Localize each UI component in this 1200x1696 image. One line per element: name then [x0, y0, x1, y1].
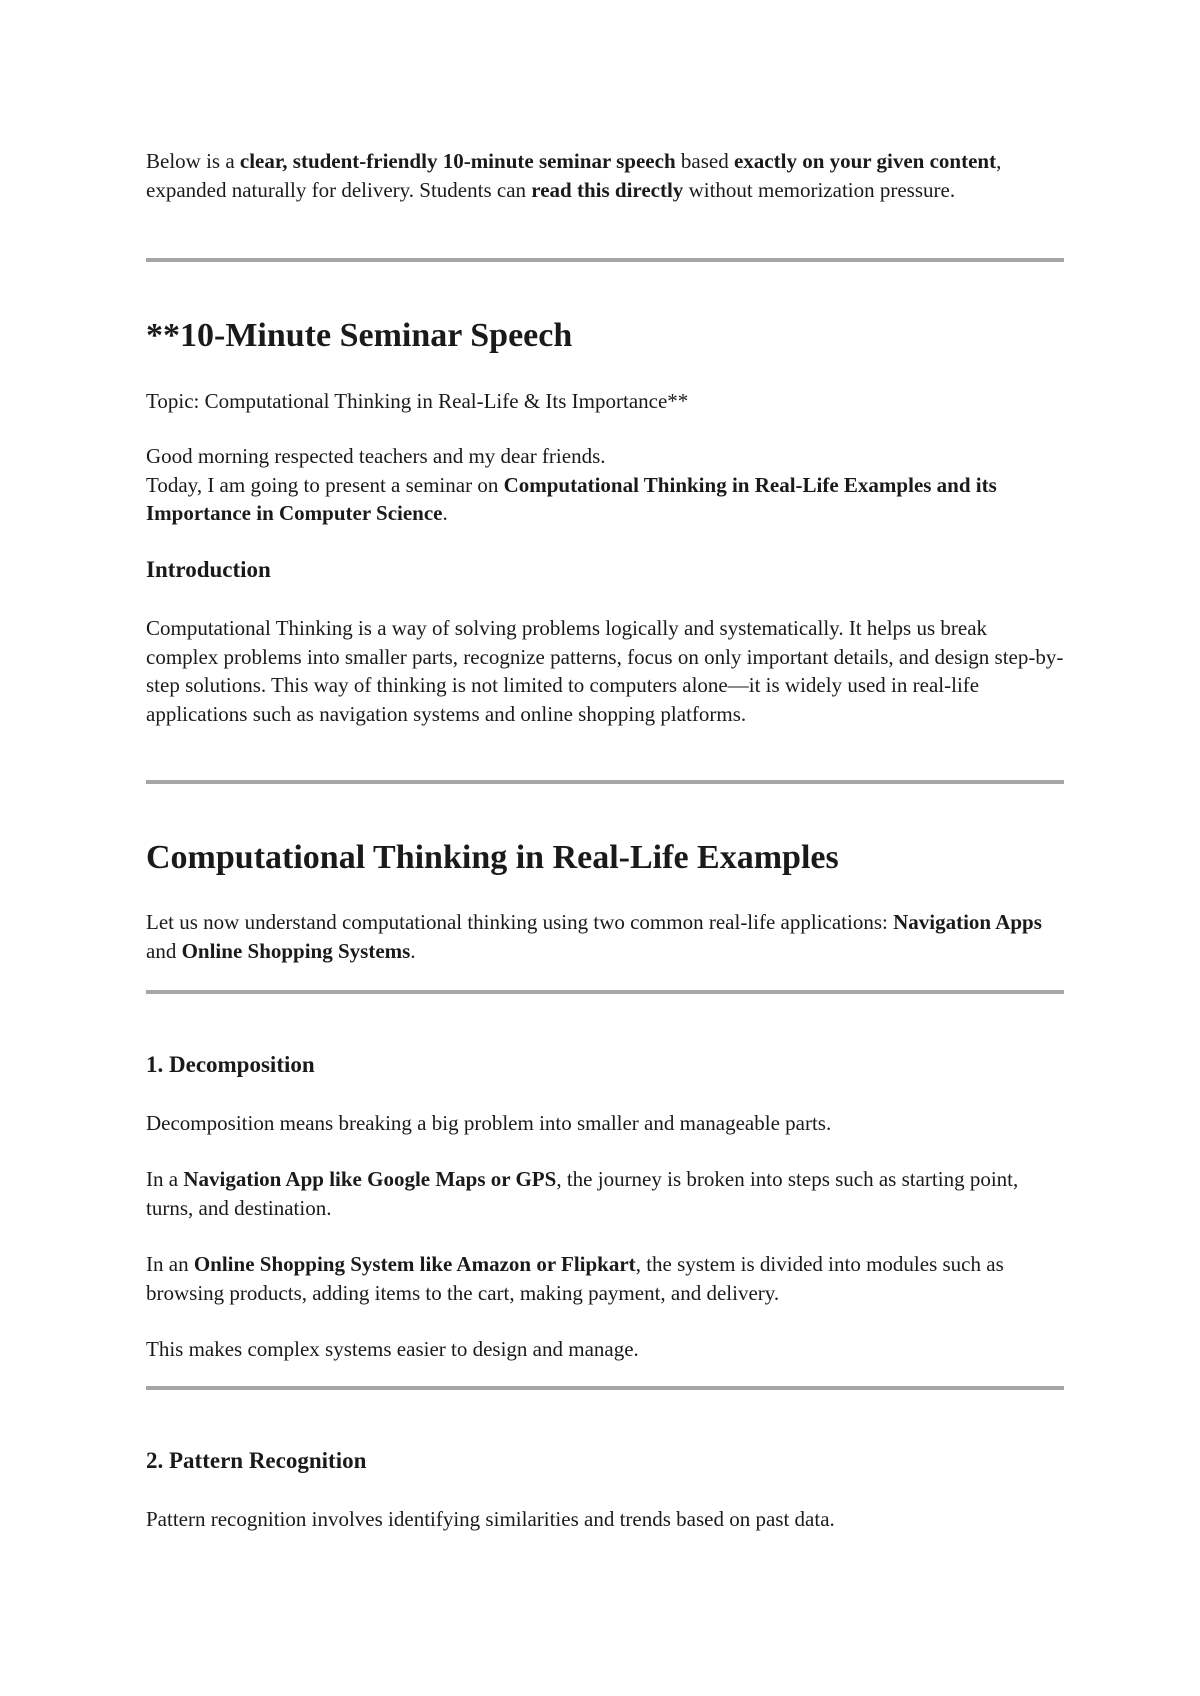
nav-bold: Navigation App like Google Maps or GPS: [183, 1167, 557, 1191]
shop-pre: In an: [146, 1252, 194, 1276]
pattern-heading: 2. Pattern Recognition: [146, 1448, 367, 1473]
speech-title: **10-Minute Seminar Speech: [146, 317, 573, 354]
shop-post: , the system is divided into modules such as browsing products, adding items to the cart, making payment, and delivery.: [146, 1252, 1004, 1305]
examples-mid: and: [146, 938, 182, 963]
greeting-line: Good morning respected teachers and my dear friends.: [146, 444, 606, 468]
decomposition-conclusion: [146, 1335, 1064, 1364]
examples-bold-1: Navigation Apps: [893, 910, 1042, 934]
nav-pre: In a: [146, 1167, 184, 1191]
intro-text-3: , expanded naturally for delivery. Students can: [146, 149, 1002, 202]
decomposition-heading: 1. Decomposition: [146, 1052, 315, 1077]
intro-text-2: based: [675, 149, 734, 173]
introduction-body: [146, 614, 1064, 728]
shop-bold: Online Shopping System like Amazon or Flipkart: [193, 1252, 636, 1276]
introduction-heading: Introduction: [146, 557, 271, 582]
horizontal-rule: [146, 1386, 1064, 1390]
examples-lead: [146, 908, 1064, 965]
speech-topic: [146, 387, 1064, 416]
horizontal-rule: [146, 258, 1064, 262]
introduction-text: Computational Thinking is a way of solving problems logically and systematically. It helps us break complex problems into smaller parts, recognize patterns, focus on only important details, and design step-by-step solutions. This way of thinking is not limited to computers alone—it is widely used in real-life applications such as navigation systems and online shopping platforms.: [146, 616, 1064, 726]
decomposition-shopping: [146, 1250, 1064, 1307]
decomposition-def-text: Decomposition means breaking a big problem into smaller and manageable parts.: [146, 1111, 832, 1135]
horizontal-rule: [146, 780, 1064, 784]
decomposition-conclusion-text: This makes complex systems easier to design and manage.: [146, 1337, 639, 1361]
pattern-def-text: Pattern recognition involves identifying similarities and trends based on past data.: [146, 1507, 835, 1531]
intro-paragraph: [146, 147, 1064, 204]
intro-bold-3: read this directly: [531, 177, 684, 202]
speech-opening: [146, 442, 1064, 528]
today-bold: Computational Thinking in Real-Life Examples and its Importance in Computer Science: [146, 472, 997, 525]
examples-end: .: [410, 938, 416, 963]
intro-text-1: Below is a: [146, 149, 240, 173]
examples-bold-2: Online Shopping Systems: [181, 938, 411, 963]
today-text: Today, I am going to present a seminar on: [146, 472, 504, 497]
nav-post: , the journey is broken into steps such as starting point, turns, and destination.: [146, 1167, 1019, 1220]
examples-lead-text: Let us now understand computational thinking using two common real-life applications:: [146, 910, 894, 934]
horizontal-rule: [146, 990, 1064, 994]
today-end: .: [442, 501, 448, 525]
intro-bold-1: clear, student-friendly 10-minute seminar speech: [239, 149, 676, 173]
topic-line: Topic: Computational Thinking in Real-Life & Its Importance**: [146, 389, 689, 413]
decomposition-definition: [146, 1109, 1064, 1138]
examples-title: Computational Thinking in Real-Life Examples: [146, 839, 839, 876]
pattern-definition: [146, 1505, 1064, 1534]
intro-bold-2: exactly on your given content: [733, 149, 997, 173]
decomposition-navigation: [146, 1165, 1064, 1222]
intro-text-4: without memorization pressure.: [683, 177, 956, 202]
